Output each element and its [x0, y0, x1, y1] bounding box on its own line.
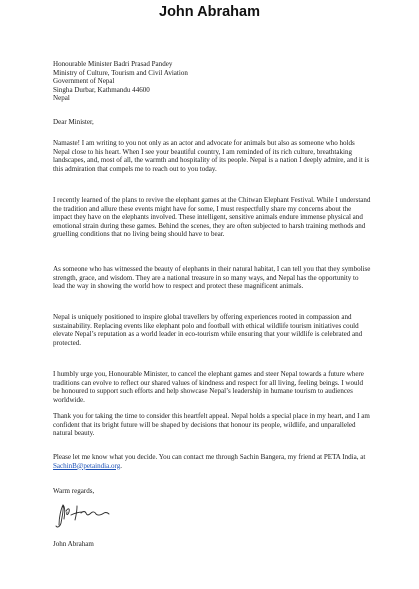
paragraph-text: Namaste! I am writing to you not only as an actor and advocate for animals but also as someone who holds Nepal close to his heart. When I see your beautiful country, I am reminded of its rich culture, breathtaking landscapes, and, most of all, the warmth and hospitality of its people. Nepal is a nation I deeply admire, and it is this admiration that compels me to reach out to you today. — [53, 139, 370, 173]
contact-paragraph — [53, 453, 371, 470]
paragraph-text: Thank you for taking the time to consider this heartfelt appeal. Nepal holds a special place in my heart, and I am confident that its bright future will be shaped by decisions that honour its people, wildlife, and unparalleled natural beauty. — [53, 412, 370, 438]
contact-prefix: Please let me know what you decide. You can contact me through Sachin Bangera, my friend at PETA India, at — [53, 453, 366, 461]
signature-image — [53, 499, 115, 531]
contact-email-link[interactable]: SachinB@petaindia.org — [53, 461, 121, 470]
paragraph — [53, 313, 371, 347]
paragraph-text: I humbly urge you, Honourable Minister, to cancel the elephant games and steer Nepal towards a future where traditions can evolve to reflect our shared values of kindness and respect for all living, feeling beings. I would be honoured to support such efforts and help showcase Nepal’s leadership in humane tourism to audiences worldwide. — [53, 370, 364, 404]
signoff-name: John Abraham — [53, 540, 94, 548]
recipient-line: Honourable Minister Badri Prasad Pandey — [53, 60, 173, 68]
paragraph — [53, 265, 371, 291]
paragraph-text: I recently learned of the plans to revive the elephant games at the Chitwan Elephant Festival. While I understand the tradition and allure these events might have for some, I must respectfully share my concerns about the impact they have on the elephants involved. These intelligent, sensitive animals endure immense physical and emotional strain during these games. Behind the scenes, they are often subjected to harsh training methods and gruelling conditions that no living being should have to bear. — [53, 196, 371, 239]
paragraph-text: Nepal is uniquely positioned to inspire global travellers by offering experiences rooted in compassion and sustainability. Replacing events like elephant polo and football with ethical wildlife tourism initiatives could elevate Nepal’s reputation as a world leader in eco-tourism while ensuring that your wildlife is celebrated and protected. — [53, 313, 363, 347]
recipient-line: Nepal — [53, 94, 70, 103]
recipient-line: Singha Durbar, Kathmandu 44600 — [53, 85, 150, 94]
paragraph — [53, 412, 371, 438]
recipient-address — [53, 60, 371, 103]
paragraph — [53, 139, 371, 173]
contact-suffix: . — [120, 461, 122, 470]
recipient-line: Ministry of Culture, Tourism and Civil Aviation — [53, 68, 188, 77]
letterhead-name: John Abraham — [159, 4, 260, 20]
paragraph — [53, 370, 371, 404]
contact-text — [53, 453, 371, 470]
salutation: Dear Minister, — [53, 118, 94, 126]
paragraph-text: As someone who has witnessed the beauty of elephants in their natural habitat, I can tell you that they symbolise strength, grace, and wisdom. They are a national treasure in so many ways, and Nepal has the opportunity to lead the way in showing the world how to respect and protect these magnificent animals. — [53, 265, 371, 291]
closing: Warm regards, — [53, 487, 95, 495]
paragraph — [53, 196, 371, 239]
recipient-line: Government of Nepal — [53, 77, 115, 86]
